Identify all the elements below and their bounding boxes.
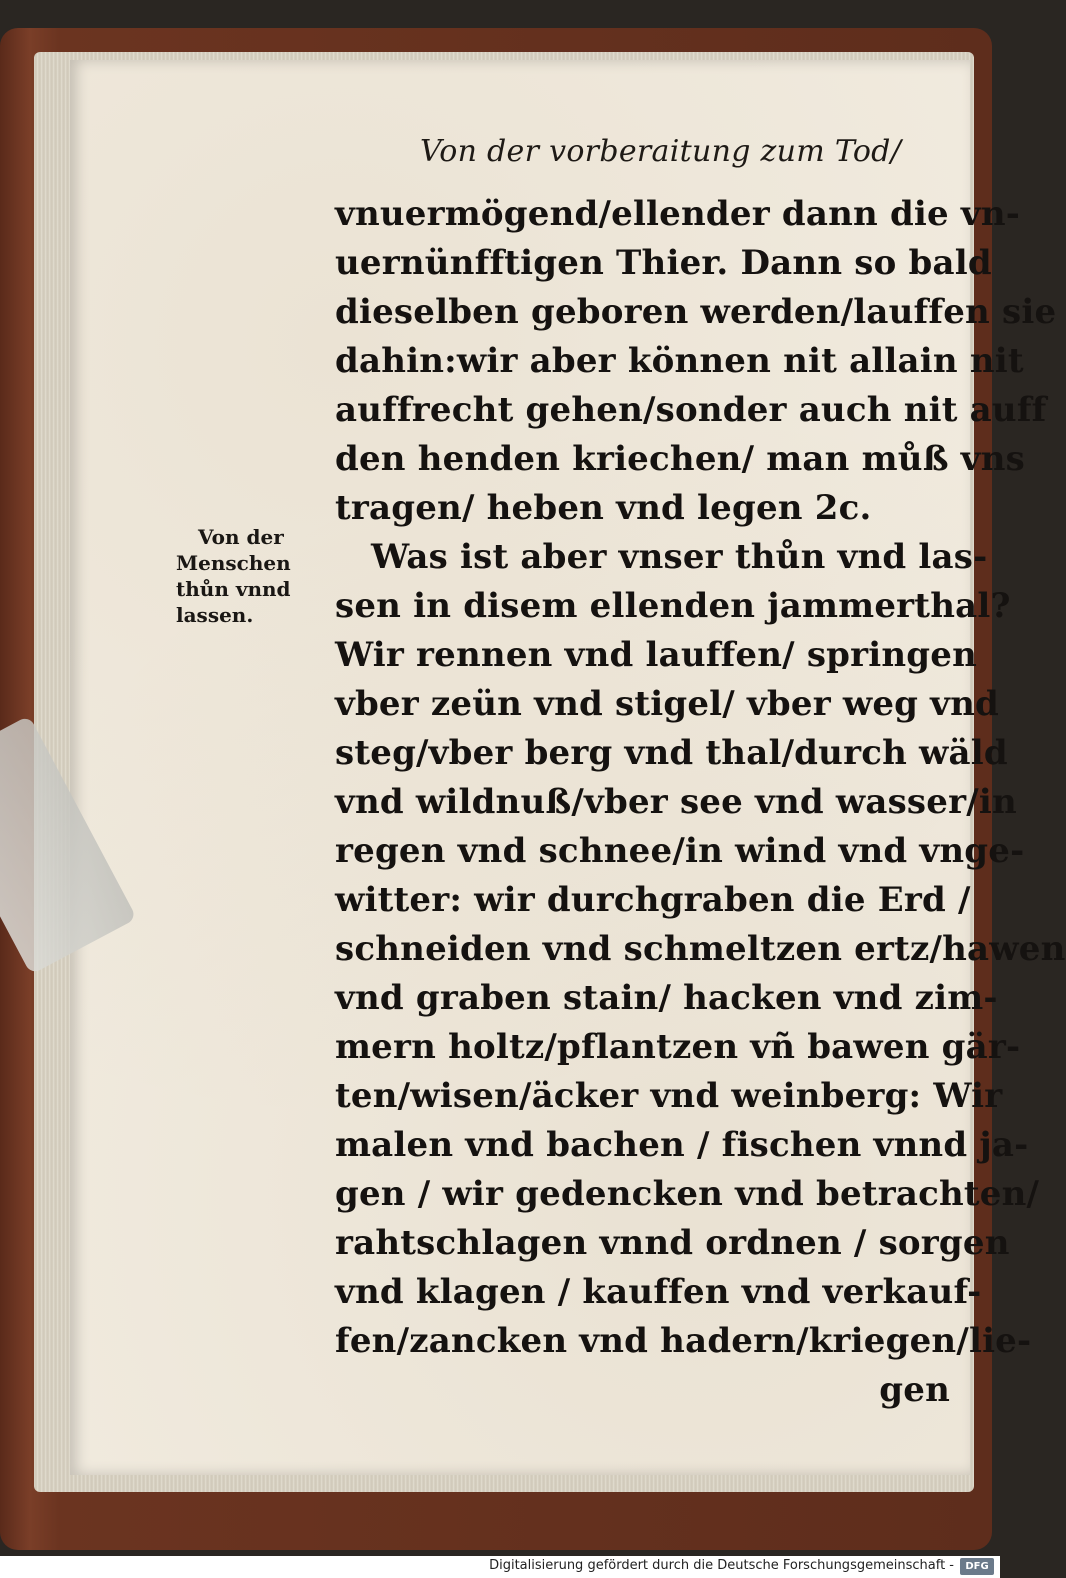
margin-note: [176, 524, 336, 628]
text-line: uernünfftigen Thier. Dann so bald: [335, 243, 992, 283]
text-line: vnd graben stain/ hacken vnd zim-: [335, 978, 998, 1018]
text-line: Was ist aber vnser thůn vnd las-: [371, 537, 988, 577]
margin-note-line: thůn vnnd: [176, 577, 291, 601]
margin-note-line: lassen.: [176, 603, 254, 627]
dfg-logo-icon: DFG: [960, 1558, 994, 1575]
text-line: dieselben geboren werden/lauffen sie: [335, 292, 1057, 332]
text-line: dahin:wir aber können nit allain nit: [335, 341, 1024, 381]
text-line: vnd wildnuß/vber see vnd wasser/in: [335, 782, 1017, 822]
text-line: vber zeün vnd stigel/ vber weg vnd: [335, 684, 1000, 724]
text-line: tragen/ heben vnd legen 2c.: [335, 488, 872, 528]
text-line: auffrecht gehen/sonder auch nit auff: [335, 390, 1047, 430]
running-header: Von der vorberaitung zum Tod/: [420, 134, 902, 169]
text-line: regen vnd schnee/in wind vnd vnge-: [335, 831, 1025, 871]
text-line: mern holtz/pflantzen vñ bawen gär-: [335, 1027, 1021, 1067]
body-text: [335, 190, 1066, 1415]
text-line: steg/vber berg vnd thal/durch wäld: [335, 733, 1008, 773]
text-line: den henden kriechen/ man můß vns: [335, 439, 1025, 479]
text-line: malen vnd bachen / fischen vnnd ja-: [335, 1125, 1029, 1165]
text-line: vnd klagen / kauffen vnd verkauf-: [335, 1272, 982, 1312]
text-line: vnuermögend/ellender dann die vn-: [335, 194, 1021, 234]
text-line: ten/wisen/äcker vnd weinberg: Wir: [335, 1076, 1003, 1116]
margin-note-line: Menschen: [176, 551, 291, 575]
text-line: schneiden vnd schmeltzen ertz/hawen: [335, 929, 1066, 969]
text-line: rahtschlagen vnnd ordnen / sorgen: [335, 1223, 1010, 1263]
text-line: witter: wir durchgraben die Erd /: [335, 880, 971, 920]
footer-credit: Digitalisierung gefördert durch die Deutsche Forschungsgemeinschaft -: [489, 1558, 954, 1573]
margin-note-line: Von der: [198, 525, 284, 549]
text-line: Wir rennen vnd lauffen/ springen: [335, 635, 978, 675]
text-line: fen/zancken vnd hadern/kriegen/lie-: [335, 1321, 1032, 1361]
catchword: gen: [879, 1370, 950, 1410]
text-line: sen in disem ellenden jammerthal?: [335, 586, 1011, 626]
text-line: gen / wir gedencken vnd betrachten/: [335, 1174, 1040, 1214]
footer-bar: [0, 1556, 1000, 1578]
